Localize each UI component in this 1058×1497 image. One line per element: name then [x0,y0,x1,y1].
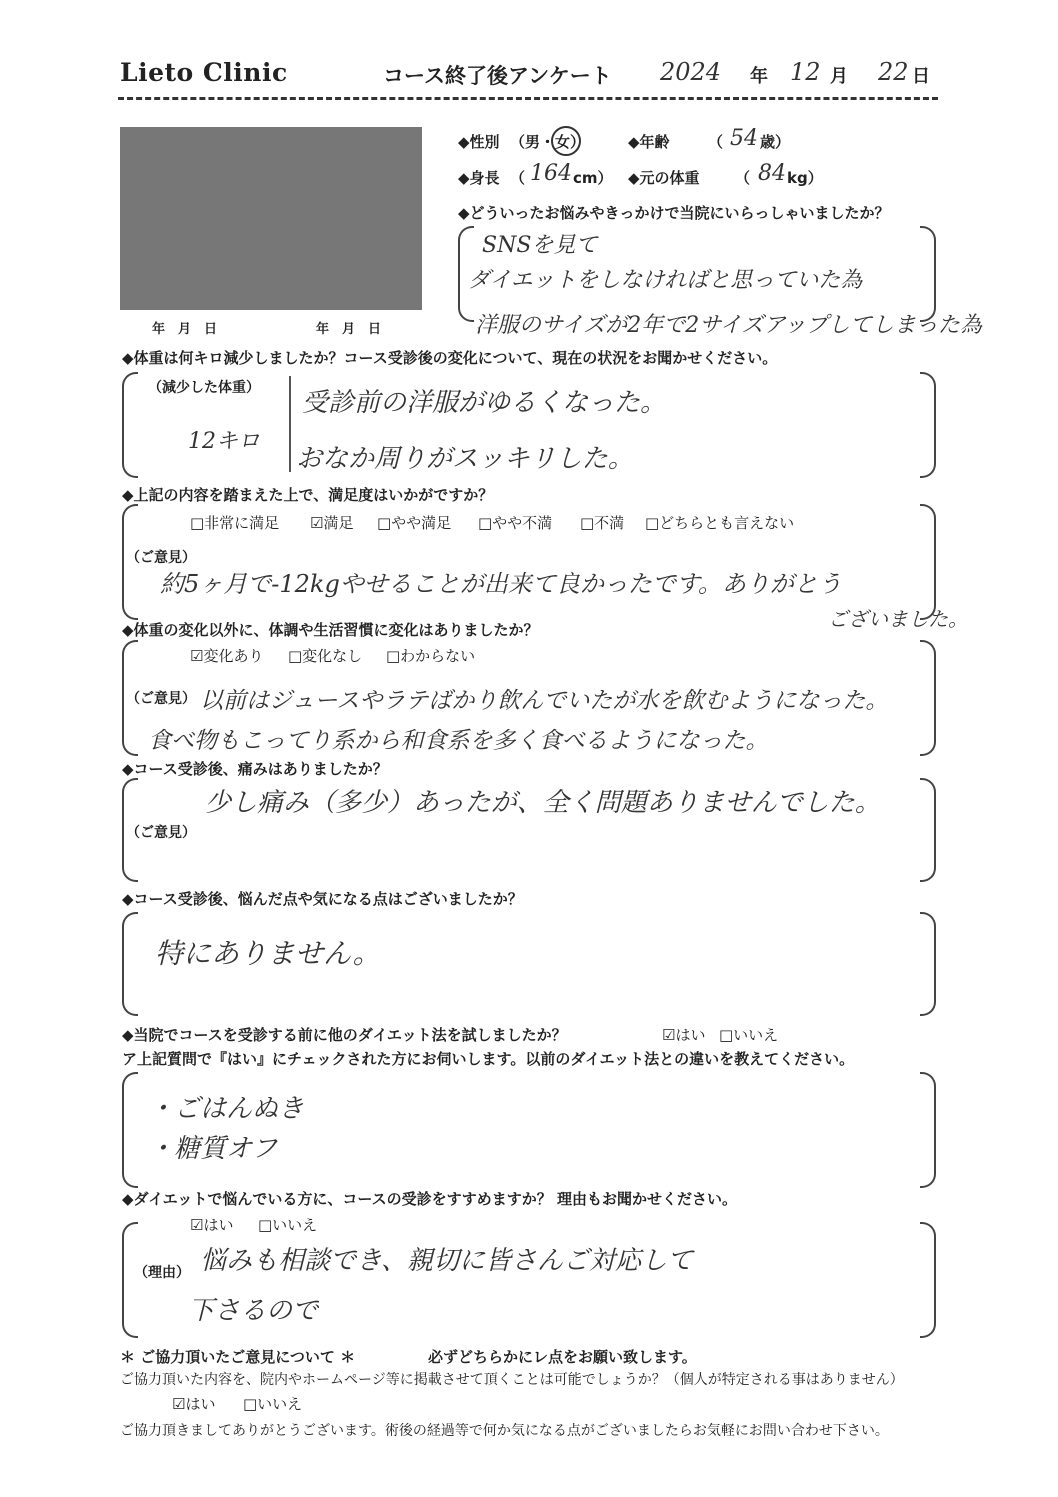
gender-selected-circle [551,126,581,156]
q3-answer-line-2: ございました。 [828,607,968,631]
age-unit: 歳） [760,133,791,151]
q2-divider [289,376,291,472]
q3-option-satisfied[interactable]: ☑満足 [310,514,354,532]
footer-publish-question: ご協力頂いた内容を、院内やホームページ等に掲載させて頂くことは可能でしょうか？（個人が特定される事はありません） [120,1372,904,1388]
q3-opinion-label: （ご意見） [126,550,196,566]
weight-open-paren: （ [735,169,751,187]
q8-bracket-right [920,1222,936,1338]
footer-thanks: ご協力頂きましてありがとうございます。術後の経過等で何か気になる点がございましたらお気軽にお問い合わせ下さい。 [120,1423,889,1439]
date-year-unit: 年 [750,66,768,87]
q2-bracket-right [920,372,936,478]
footer-note-request: 必ずどちらかにレ点をお願い致します。 [428,1348,697,1366]
q2-reduced-value: 12キロ [188,429,260,454]
q3-option-very-satisfied[interactable]: □非常に満足 [190,514,280,532]
height-open-paren: （ [510,169,526,187]
height-value: 164 [530,161,572,186]
age-label: ◆年齢 [628,133,670,151]
q6-answer-line-1: 特にありません。 [155,937,381,970]
q2-reduced-label: （減少した体重） [148,380,260,396]
date-month: 12 [790,58,821,86]
q3-answer-line-1: 約5ヶ月で-12kgやせることが出来て良かったです。ありがとう [160,570,842,598]
weight-label: ◆元の体重 [628,169,700,187]
age-value: 54 [730,126,758,151]
photo-date-right: 年 月 日 [316,322,382,337]
q4-question: ◆体重の変化以外に、体調や生活習慣に変化はありましたか？ [122,621,539,639]
q7-bracket-left [122,1072,138,1188]
height-unit: cm） [573,169,613,187]
footer-option-no[interactable]: □いいえ [243,1395,303,1413]
q7-option-yes[interactable]: ☑はい [662,1026,706,1044]
date-month-unit: 月 [830,66,848,87]
q8-option-no[interactable]: □いいえ [258,1216,318,1234]
q8-answer-line-1: 悩みも相談でき、親切に皆さんご対応して [200,1246,693,1276]
q1-question: ◆どういったお悩みやきっかけで当院にいらっしゃいましたか？ [458,204,890,222]
photo-date-left: 年 月 日 [152,322,218,337]
q8-answer-line-2: 下さるので [188,1296,319,1326]
q6-bracket-right [920,912,936,1016]
date-day-unit: 日 [912,66,930,87]
q2-answer-line-2: おなか周りがスッキリした。 [296,444,634,474]
q3-question: ◆上記の内容を踏まえた上で、満足度はいかがですか？ [122,486,494,504]
q8-question: ◆ダイエットで悩んでいる方に、コースの受診をすすめますか？ 理由もお聞かせください。 [122,1190,737,1208]
q8-reason-label: （理由） [134,1265,190,1281]
header-divider [118,97,938,100]
gender-options: （男・女） [510,133,586,151]
q3-option-dissatisfied[interactable]: □不満 [580,514,625,532]
q1-answer-line-3: 洋服のサイズが2年で2サイズアップしてしまった為 [475,313,982,338]
q5-question: ◆コース受診後、痛みはありましたか？ [122,760,388,778]
patient-photo-redacted [120,127,422,310]
q4-option-changed[interactable]: ☑変化あり [190,647,264,665]
gender-label: ◆性別 [458,133,500,151]
q3-option-somewhat-satisfied[interactable]: □やや満足 [377,514,452,532]
q7-answer-line-1: ・ごはんぬき [148,1094,305,1124]
q2-question: ◆体重は何キロ減少しましたか？コース受診後の変化について、現在の状況をお聞かせください。 [122,349,778,367]
q4-opinion-label: （ご意見） [126,691,196,707]
q5-opinion-label: （ご意見） [126,825,196,841]
q5-bracket-right [920,778,936,882]
q3-option-neutral[interactable]: □どちらとも言えない [645,514,795,532]
footer-option-yes[interactable]: ☑はい [172,1395,216,1413]
q7-option-no[interactable]: □いいえ [719,1026,779,1044]
q7-answer-line-2: ・糖質オフ [148,1134,278,1164]
q2-bracket-left [122,372,138,478]
form-title: コース終了後アンケート [383,64,612,88]
q7-sub-question: ア上記質問で『はい』にチェックされた方にお伺いします。以前のダイエット法との違いを教えてください。 [122,1050,855,1068]
q2-answer-line-1: 受診前の洋服がゆるくなった。 [302,388,667,418]
age-open-paren: （ [708,133,724,151]
q4-answer-line-1: 以前はジュースやラテばかり飲んでいたが水を飲むようになった。 [200,688,889,714]
weight-value: 84 [758,161,786,186]
clinic-logo: Lieto Clinic [120,58,288,87]
q3-option-somewhat-dissatisfied[interactable]: □やや不満 [478,514,553,532]
q7-question: ◆当院でコースを受診する前に他のダイエット法を試しましたか？ [122,1026,567,1044]
footer-note-title: ＊ ご協力頂いたご意見について ＊ [120,1348,356,1366]
q7-bracket-right [920,1072,936,1188]
q4-bracket-right [920,640,936,756]
date-day: 22 [878,58,909,86]
q4-option-no-change[interactable]: □変化なし [288,647,363,665]
q4-answer-line-2: 食べ物もこってり系から和食系を多く食べるようになった。 [148,728,769,754]
q1-answer-line-2: ダイエットをしなければと思っていた為 [468,268,863,293]
q4-option-unknown[interactable]: □わからない [386,647,476,665]
q1-answer-line-1: SNSを見て [482,233,598,258]
q5-answer-line-1: 少し痛み（多少）あったが、全く問題ありませんでした。 [205,788,881,818]
height-label: ◆身長 [458,169,500,187]
weight-unit: kg） [787,169,823,187]
q8-option-yes[interactable]: ☑はい [190,1216,234,1234]
q6-bracket-left [122,912,138,1016]
date-year: 2024 [660,58,722,86]
q6-question: ◆コース受診後、悩んだ点や気になる点はございましたか？ [122,890,523,908]
